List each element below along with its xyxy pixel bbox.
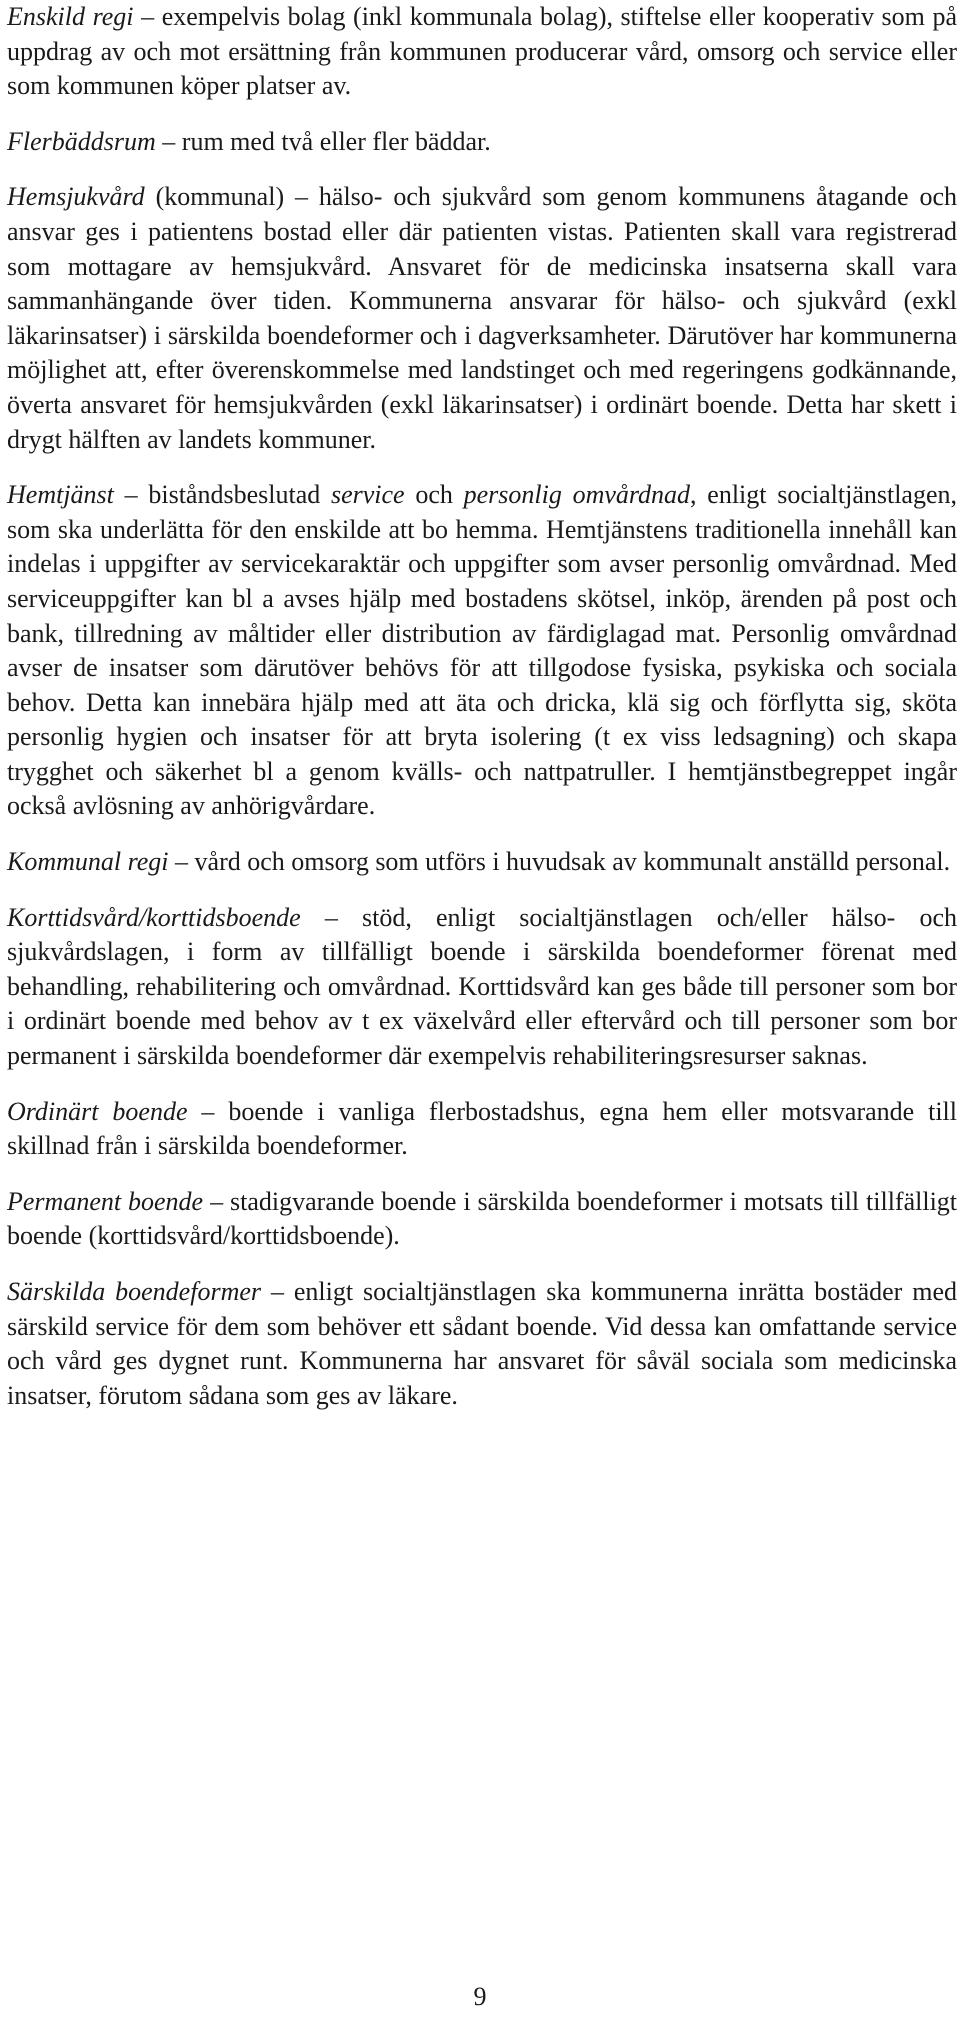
glossary-term: Särskilda boendeformer xyxy=(7,1277,262,1306)
definition-emphasis: service xyxy=(330,480,405,510)
glossary-term: Hemtjänst xyxy=(7,480,114,510)
glossary-entry-sarskilda-boendeformer xyxy=(7,1275,957,1413)
definition-text: , enligt socialtjänstlagen, som ska underlätta för den enskilde att bo hemma. Hemtjänstens traditionella innehåll kan indelas i uppgifter av servicekaraktär och uppgifter som avser personlig omvårdnad. Med serviceuppgifter kan bl a avses hjälp med bostadens skötsel, inköp, ärenden på post och bank, tillredning av måltider eller distribution av färdiglagad mat. Personlig omvårdnad avser de insatser som därutöver behövs för att tillgodose fysiska, psykiska och sociala behov. Detta kan innebära hjälp med att äta och dricka, klä sig och förflytta sig, sköta personlig hygien och insatser för att bryta isolering (t ex viss ledsagning) och skapa trygghet och säkerhet bl a genom kvälls- och nattpatruller. I hemtjänstbegreppet ingår också avlösning av anhörigvårdare. xyxy=(7,480,958,821)
glossary-term: Flerbäddsrum xyxy=(7,126,156,156)
glossary-definition: stadigvarande boende i särskilda boendeformer i motsats till tillfälligt boende (korttidsvård/korttidsboende). xyxy=(7,1186,958,1251)
glossary-entry-korttidsvard xyxy=(7,901,957,1074)
glossary-term: Korttidsvård/korttidsboende xyxy=(7,902,301,932)
term-dash: – xyxy=(175,847,189,877)
definition-emphasis: personlig omvårdnad xyxy=(463,480,691,510)
glossary-entry-enskild-regi xyxy=(7,0,957,104)
glossary-definition: stöd, enligt socialtjänstlagen och/eller hälso- och sjukvårdslagen, i form av tillfälligt boende i särskilda boendeformer förenat med behandling, rehabilitering och omvårdnad. Korttidsvård kan ges både till personer som bor i ordinärt boende med behov av t ex växelvård eller eftervård och till personer som bor permanent i särskilda boendeformer där exempelvis rehabiliteringsresurser saknas. xyxy=(7,902,958,1071)
glossary-term: Permanent boende xyxy=(7,1186,204,1216)
glossary xyxy=(7,0,957,1434)
glossary-entry-hemsjukvard xyxy=(7,180,957,457)
glossary-entry-kommunal-regi xyxy=(7,845,957,880)
glossary-definition: (kommunal) – hälso- och sjukvård som genom kommunens åtagande och ansvar ges i patientens bostad eller där patienten vistas. Patienten skall vara registrerad som mottagare av hemsjukvård. Ansvaret för de medicinska insatserna skall vara sammanhängande över tiden. Kommunerna ansvarar för hälso- och sjukvård (exkl läkarinsatser) i särskilda boendeformer och i dagverksamheter. Därutöver har kommunerna möjlighet att, efter överenskommelse med landstinget och med regeringens godkännande, överta ansvaret för hemsjukvården (exkl läkarinsatser) i ordinärt boende. Detta har skett i drygt hälften av landets kommuner. xyxy=(7,182,957,454)
glossary-definition xyxy=(7,480,957,820)
glossary-definition: exempelvis bolag (inkl kommunala bolag), stiftelse eller kooperativ som på uppdrag av och mot ersättning från kommunen producerar vård, omsorg och service eller som kommunen köper platser av. xyxy=(7,2,958,101)
term-dash: – xyxy=(210,1186,224,1216)
term-dash: – xyxy=(141,2,155,31)
term-dash: – xyxy=(162,126,176,156)
glossary-term: Hemsjukvård xyxy=(7,182,145,212)
glossary-definition: rum med två eller fler bäddar. xyxy=(181,126,491,156)
definition-text: och xyxy=(404,480,464,510)
term-dash: – xyxy=(270,1277,284,1306)
glossary-entry-hemtjanst xyxy=(7,478,957,824)
glossary-entry-ordinart-boende xyxy=(7,1095,957,1164)
glossary-term: Enskild regi xyxy=(7,2,134,31)
glossary-entry-permanent-boende xyxy=(7,1185,957,1254)
glossary-definition: boende i vanliga flerbostadshus, egna hem eller motsvarande till skillnad från i särskilda boendeformer. xyxy=(7,1096,958,1161)
page-number: 9 xyxy=(473,1982,487,2011)
term-dash: – xyxy=(201,1096,215,1126)
glossary-entry-flerbaddsrum xyxy=(7,125,957,160)
glossary-definition: enligt socialtjänstlagen ska kommunerna inrätta bostäder med särskild service för dem som behöver ett sådant boende. Vid dessa kan omfattande service och vård ges dygnet runt. Kommunerna har ansvaret för såväl sociala som medicinska insatser, förutom sådana som ges av läkare. xyxy=(7,1277,958,1410)
definition-text: biståndsbeslutad xyxy=(148,480,331,510)
glossary-term: Kommunal regi xyxy=(7,847,169,877)
term-dash: – xyxy=(324,902,338,932)
glossary-definition: vård och omsorg som utförs i huvudsak av kommunalt anställd personal. xyxy=(194,847,951,877)
term-dash: – xyxy=(124,480,138,510)
glossary-term: Ordinärt boende xyxy=(7,1096,188,1126)
